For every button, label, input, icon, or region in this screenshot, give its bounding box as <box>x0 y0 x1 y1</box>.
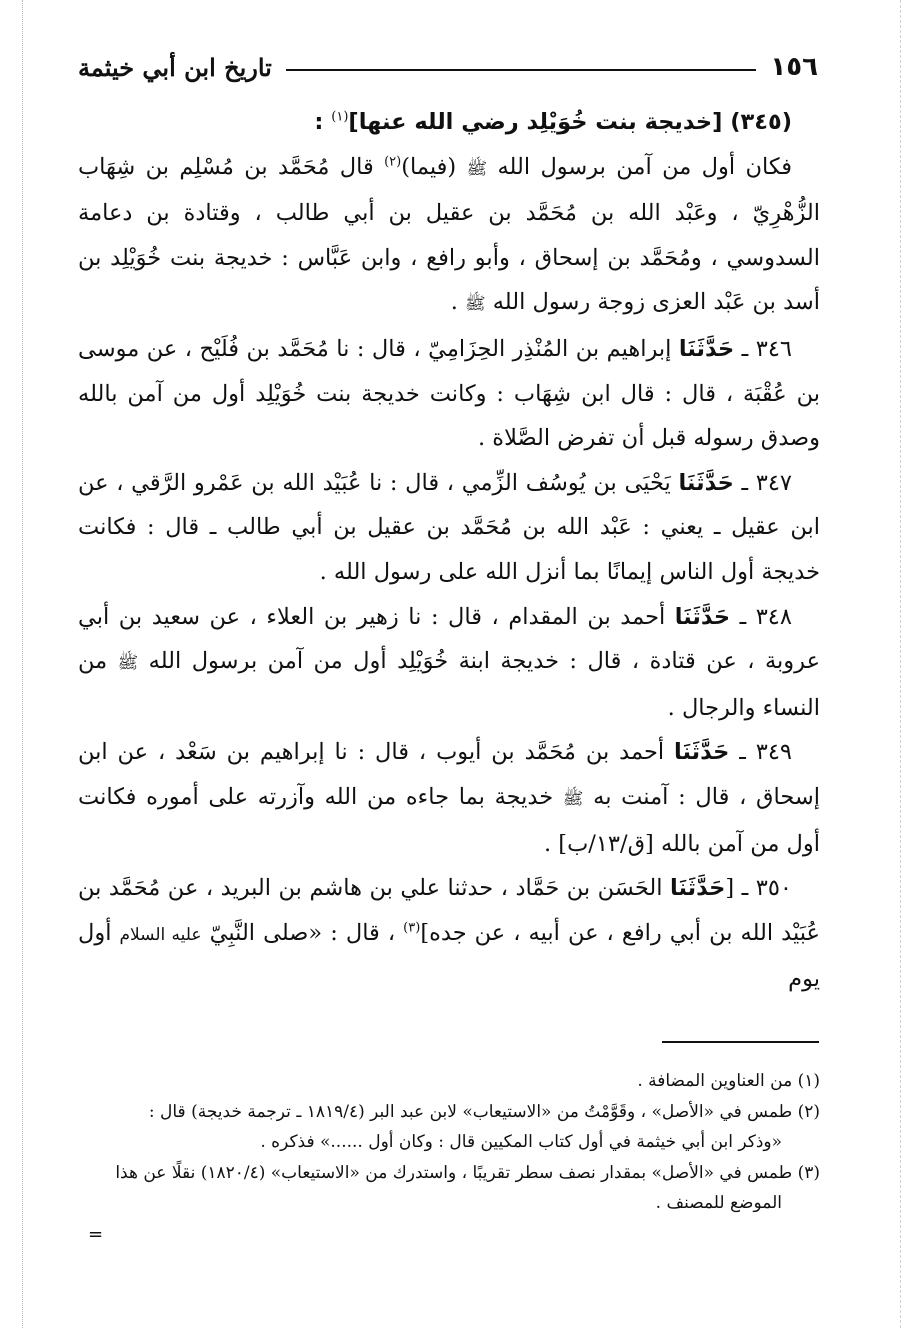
entry-349 <box>78 730 820 866</box>
salla-glyph: ﷺ <box>465 294 486 315</box>
entry-text: أول يوم <box>78 919 820 993</box>
footnotes <box>78 1066 820 1219</box>
entry-number: ٣٥٠ ـ [ <box>725 875 792 902</box>
heading-colon: : <box>314 109 332 135</box>
entry-345-body <box>78 145 820 327</box>
haddathana: حَدَّثَنَا <box>674 739 730 766</box>
entry-348 <box>78 595 820 731</box>
footnote-separator <box>662 1041 819 1043</box>
footnote-2: (٢) طمس في «الأصل» ، وقَوَّمْتُ من «الاستيعاب» لابن عبد البر (١٨١٩/٤ ـ ترجمة خديجة) قال : <box>148 1101 820 1122</box>
entry-text: فكان أول من آمن برسول الله <box>487 153 793 180</box>
haddathana: حَدَّثَنَا <box>670 875 726 902</box>
entry-text: (فيما) <box>401 153 467 180</box>
footnote-2-cont: «وذكر ابن أبي خيثمة في أول كتاب المكيين قال : وكان أول ......» فذكره . <box>260 1132 782 1152</box>
entry-text: يَحْيَى بن يُوسُف الزِّمي ، قال : نا عُبَيْد الله بن عَمْرو الرَّقي ، عن ابن عقيل ـ يعني : عَبْد الله بن مُحَمَّد بن عقيل بن أبي طالب ـ قال : فكانت خديجة أول الناس إيمانًا بما أنزل الله على رسول الله . <box>78 469 820 585</box>
entry-345-heading <box>78 100 820 145</box>
entry-text: . <box>450 289 466 316</box>
salla-glyph: ﷺ <box>117 653 139 674</box>
entry-text: أحمد بن مُحَمَّد بن أيوب ، قال : نا إبراهيم بن سَعْد ، عن ابن إسحاق ، قال : آمنت به <box>78 739 820 810</box>
salla-glyph: ﷺ <box>466 158 488 179</box>
entry-number: ٣٤٦ ـ <box>734 335 792 362</box>
footnote-3-cont: الموضع للمصنف . <box>655 1193 782 1213</box>
footnote-ref: (٣) <box>403 920 421 936</box>
entry-text: أحمد بن المقدام ، قال : نا زهير بن العلاء ، عن سعيد بن أبي عروبة ، عن قتادة ، قال : خديجة ابنة خُوَيْلِد أول من آمن برسول الله <box>78 603 820 675</box>
salla-glyph: ﷺ <box>562 788 584 809</box>
haddathana: حَدَّثَنَا <box>674 603 731 630</box>
entry-number: ٣٤٧ ـ <box>733 469 792 496</box>
entry-text: الحَسَن بن حَمَّاد ، حدثنا علي بن هاشم بن البريد ، عن مُحَمَّد بن عُبَيْد الله بن أبي رافع ، عن أبيه ، عن جده] <box>78 875 820 946</box>
footnote-1: (١) من العناوين المضافة . <box>637 1071 820 1091</box>
continuation-mark: = <box>88 1224 104 1245</box>
entry-number: ٣٤٨ ـ <box>730 603 792 630</box>
entry-text: إبراهيم بن المُنْذِر الحِزَامِيّ ، قال : نا مُحَمَّد بن فُلَيْح ، عن موسى بن عُقْبَة ، قال : قال ابن شِهَاب : وكانت خديجة بنت خُوَيْلِد أول من آمن بالله وصدق رسوله قبل أن تفرض الصَّلاة . <box>78 335 820 452</box>
entry-text: ، قال : «صلى النَّبِيّ <box>201 919 404 946</box>
page-header <box>78 44 818 90</box>
page-number: ١٥٦ <box>770 52 818 82</box>
footnote-ref: (٢) <box>384 154 402 170</box>
haddathana: حَدَّثَنَا <box>678 335 735 362</box>
header-rule <box>286 69 757 71</box>
scan-edge-left <box>22 0 23 1328</box>
footnote-3: (٣) طمس في «الأصل» بمقدار نصف سطر تقريبًا ، واستدرك من «الاستيعاب» (١٨٢٠/٤) نقلًا عن هذا <box>115 1162 820 1183</box>
entry-347 <box>78 461 820 595</box>
haddathana: حَدَّثَنَا <box>678 469 734 496</box>
main-text <box>78 100 820 1002</box>
entry-number: ٣٤٩ ـ <box>729 739 792 766</box>
scan-edge-right <box>900 0 901 1328</box>
entry-346 <box>78 327 820 461</box>
footnote-ref: (١) <box>331 109 349 125</box>
running-title: تاريخ ابن أبي خيثمة <box>78 52 272 82</box>
entry-text: خديجة بما جاءه من الله وآزرته على أموره فكانت أول من آمن بالله [ق/١٣/ب] . <box>78 783 820 857</box>
alayhi-salam-glyph: عليه السلام <box>119 924 202 945</box>
entry-heading: (٣٤٥) [خديجة بنت خُوَيْلِد رضي الله عنها] <box>348 109 792 135</box>
entry-text: قال مُحَمَّد بن مُسْلِم بن شِهَاب الزُّهْرِيّ ، وعَبْد الله بن مُحَمَّد بن عقيل بن أبي طالب ، وقتادة بن دعامة السدوسي ، ومُحَمَّد بن إسحاق ، وأبو رافع ، وابن عَبَّاس : خديجة بنت خُوَيْلِد بن أسد بن عَبْد العزى زوجة رسول الله <box>78 153 820 316</box>
entry-text: من النساء والرجال . <box>78 648 820 721</box>
entry-350 <box>78 866 820 1002</box>
